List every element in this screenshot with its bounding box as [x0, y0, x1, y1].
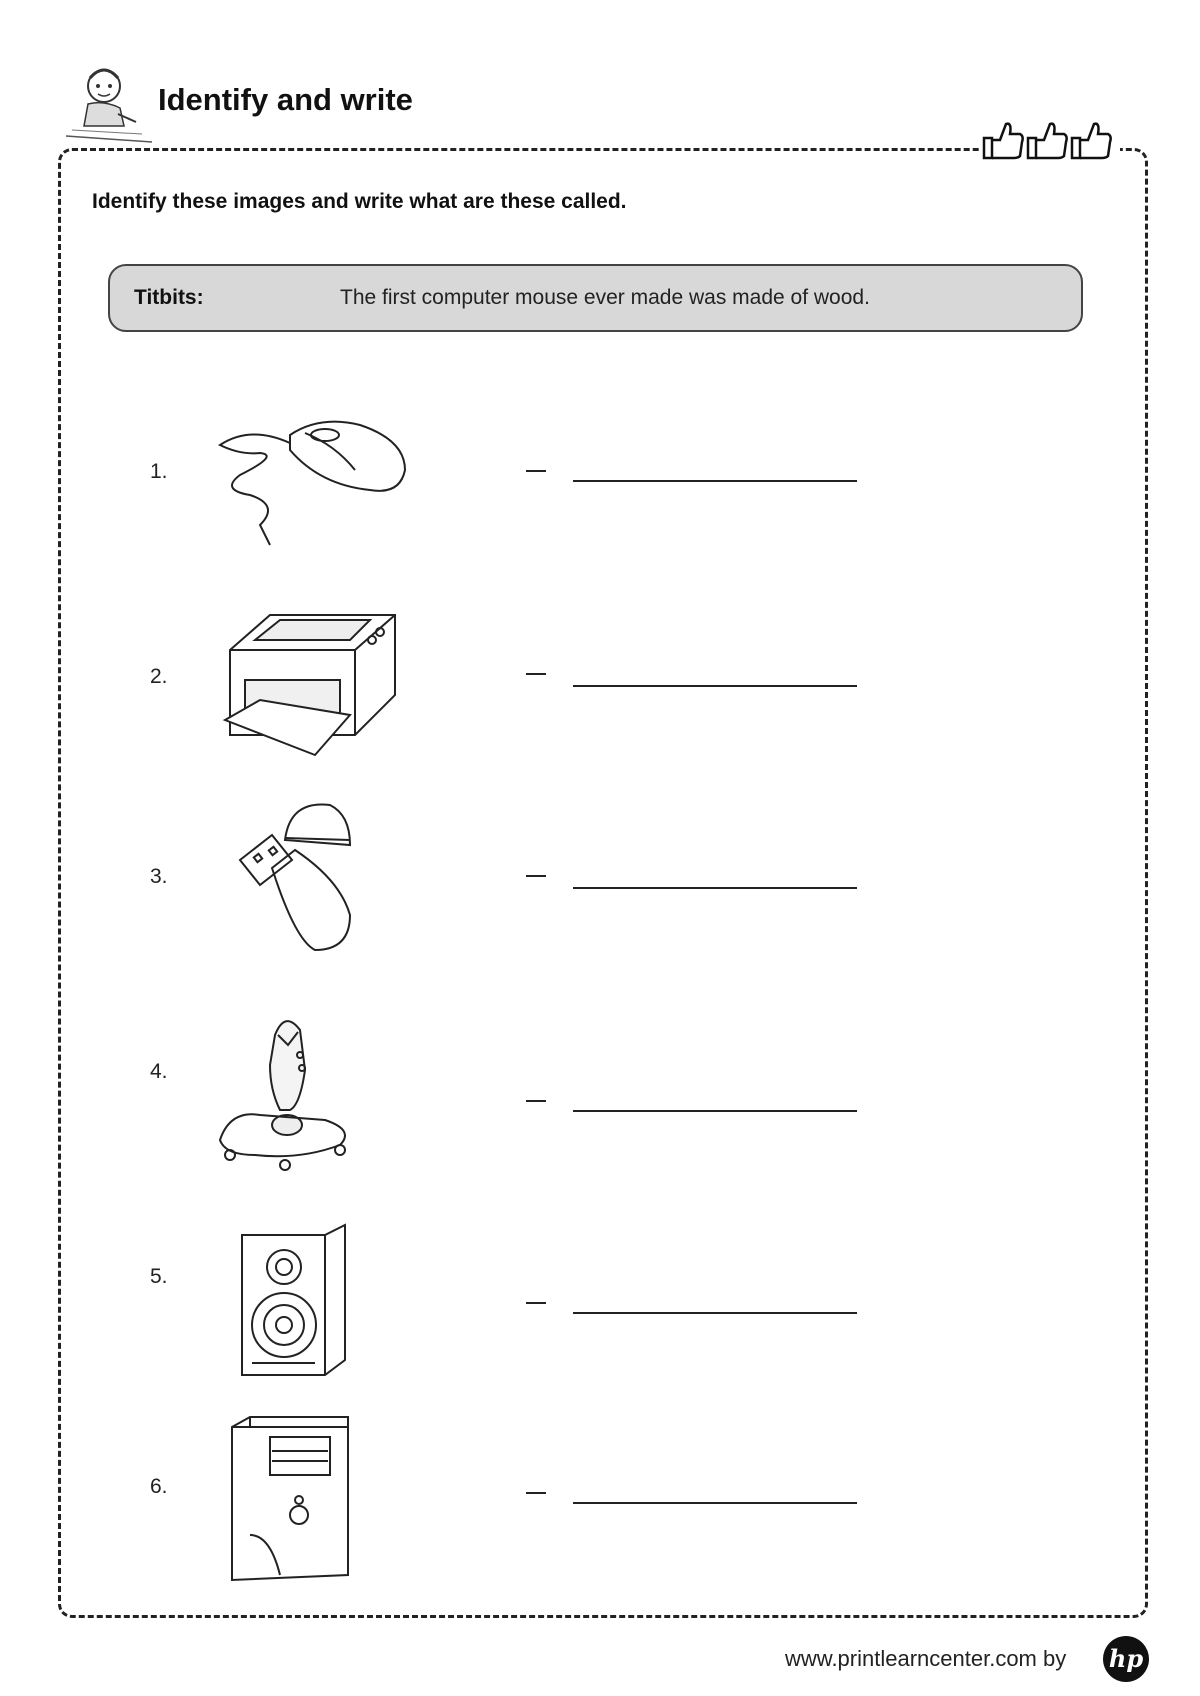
cpu-tower-icon: [200, 1415, 420, 1585]
dash: [526, 1100, 546, 1102]
instruction-text: Identify these images and write what are these called.: [92, 190, 627, 213]
answer-line[interactable]: [573, 887, 857, 889]
answer-line[interactable]: [573, 480, 857, 482]
dash: [526, 673, 546, 675]
printer-icon: [200, 600, 420, 770]
titbits-label: Titbits:: [134, 286, 204, 309]
list-item: [0, 395, 1200, 565]
list-item: [0, 800, 1200, 970]
item-number: 5.: [150, 1265, 168, 1288]
item-number: 6.: [150, 1475, 168, 1498]
list-item: [0, 1215, 1200, 1385]
usb-flash-drive-icon: [200, 800, 420, 970]
titbits-text: The first computer mouse ever made was made of wood.: [340, 286, 870, 309]
item-number: 3.: [150, 865, 168, 888]
speaker-icon: [200, 1215, 420, 1385]
titbits-box: [108, 264, 1083, 332]
page-title: Identify and write: [158, 82, 413, 117]
list-item: [0, 1415, 1200, 1585]
answer-line[interactable]: [573, 1110, 857, 1112]
three-thumbs-up-icon: [980, 116, 1120, 168]
computer-mouse-icon: [200, 395, 420, 565]
dash: [526, 875, 546, 877]
hp-logo-icon: hp: [1103, 1636, 1149, 1682]
answer-line[interactable]: [573, 1502, 857, 1504]
item-number: 2.: [150, 665, 168, 688]
joystick-icon: [200, 1010, 420, 1180]
list-item: [0, 1010, 1200, 1180]
child-writing-icon: [62, 56, 152, 146]
dash: [526, 470, 546, 472]
dash: [526, 1492, 546, 1494]
item-number: 4.: [150, 1060, 168, 1083]
footer-text: www.printlearncenter.com by: [785, 1646, 1067, 1671]
list-item: [0, 600, 1200, 770]
item-number: 1.: [150, 460, 168, 483]
answer-line[interactable]: [573, 1312, 857, 1314]
answer-line[interactable]: [573, 685, 857, 687]
dash: [526, 1302, 546, 1304]
